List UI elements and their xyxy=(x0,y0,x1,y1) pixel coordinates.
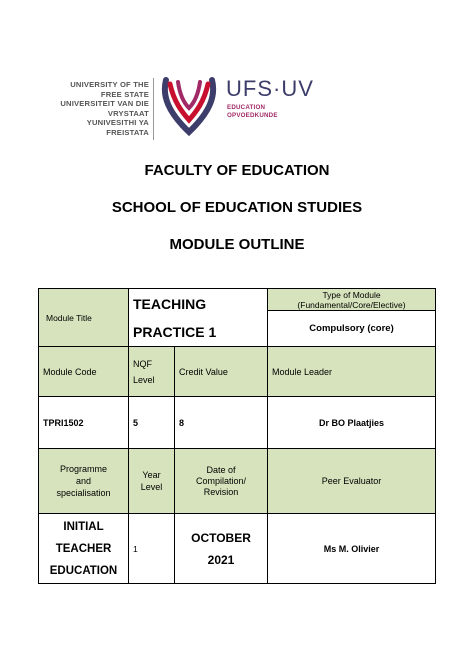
date-value: OCTOBER xyxy=(191,530,251,545)
peer-evaluator-label: Peer Evaluator xyxy=(268,449,436,514)
university-line: VRYSTAAT xyxy=(107,108,149,118)
nqf-label: NQF xyxy=(133,358,152,369)
programme-value: TEACHER xyxy=(55,542,112,555)
module-leader-value: Dr BO Plaatjies xyxy=(268,397,436,449)
programme-label: and xyxy=(75,476,92,486)
faculty-brand-line: EDUCATION xyxy=(227,104,266,111)
date-label: Revision xyxy=(203,486,239,497)
table-row xyxy=(39,514,436,584)
module-title-line: TEACHING xyxy=(133,295,207,312)
module-type-value: Compulsory (core) xyxy=(268,311,436,347)
module-code-label: Module Code xyxy=(39,347,129,397)
module-type-label: Type of Module xyxy=(322,289,381,300)
programme-value-cell xyxy=(39,514,129,584)
logo-divider xyxy=(153,78,154,140)
date-value-cell xyxy=(175,514,268,584)
programme-label: Programme xyxy=(59,464,107,474)
module-title-cell xyxy=(129,289,268,347)
date-value: 2021 xyxy=(207,552,235,567)
programme-label: specialisation xyxy=(56,488,111,498)
university-line: FREE STATE xyxy=(100,89,149,99)
faculty-brand xyxy=(227,104,278,119)
module-code-value: TPRI1502 xyxy=(39,397,129,449)
credit-value: 8 xyxy=(175,397,268,449)
module-type-label-cell xyxy=(268,289,436,311)
year-level-label: Level xyxy=(140,482,163,492)
year-level-label: Year xyxy=(142,470,161,480)
nqf-label: Level xyxy=(133,374,155,385)
nqf-value: 5 xyxy=(129,397,175,449)
peer-evaluator-value: Ms M. Olivier xyxy=(268,514,436,584)
programme-label-cell xyxy=(39,449,129,514)
faculty-heading: FACULTY OF EDUCATION xyxy=(144,162,330,179)
university-name xyxy=(60,80,149,138)
module-outline-table xyxy=(38,288,436,584)
programme-value: INITIAL xyxy=(63,520,104,533)
faculty-brand-line: OPVOEDKUNDE xyxy=(227,111,278,119)
module-type-label: (Fundamental/Core/Elective) xyxy=(297,299,406,310)
document-title: MODULE OUTLINE xyxy=(169,236,305,253)
university-line: UNIVERSITEIT VAN DIE xyxy=(60,99,149,109)
date-label-cell xyxy=(175,449,268,514)
university-line: UNIVERSITY OF THE xyxy=(70,80,149,89)
ufs-brand: UFS·UV xyxy=(226,76,314,101)
university-line: YUNIVESITHI YA xyxy=(86,118,149,128)
school-heading: SCHOOL OF EDUCATION STUDIES xyxy=(111,199,363,216)
table-row xyxy=(39,449,436,514)
credit-value-label: Credit Value xyxy=(175,347,268,397)
module-leader-label: Module Leader xyxy=(268,347,436,397)
date-label: Date of xyxy=(206,464,236,475)
table-row xyxy=(39,397,436,449)
ufs-logo xyxy=(0,0,474,150)
module-title-line: PRACTICE 1 xyxy=(133,323,217,340)
table-row xyxy=(39,289,436,311)
nqf-label-cell xyxy=(129,347,175,397)
year-level-value: 1 xyxy=(129,514,175,584)
table-row xyxy=(39,347,436,397)
module-title-label: Module Title xyxy=(46,312,92,323)
university-line: FREISTATA xyxy=(106,127,149,137)
programme-value: EDUCATION xyxy=(49,564,118,577)
year-level-label-cell xyxy=(129,449,175,514)
module-title-label-cell xyxy=(39,289,129,347)
date-label: Compilation/ xyxy=(195,475,247,486)
ufs-emblem-icon xyxy=(160,72,218,138)
